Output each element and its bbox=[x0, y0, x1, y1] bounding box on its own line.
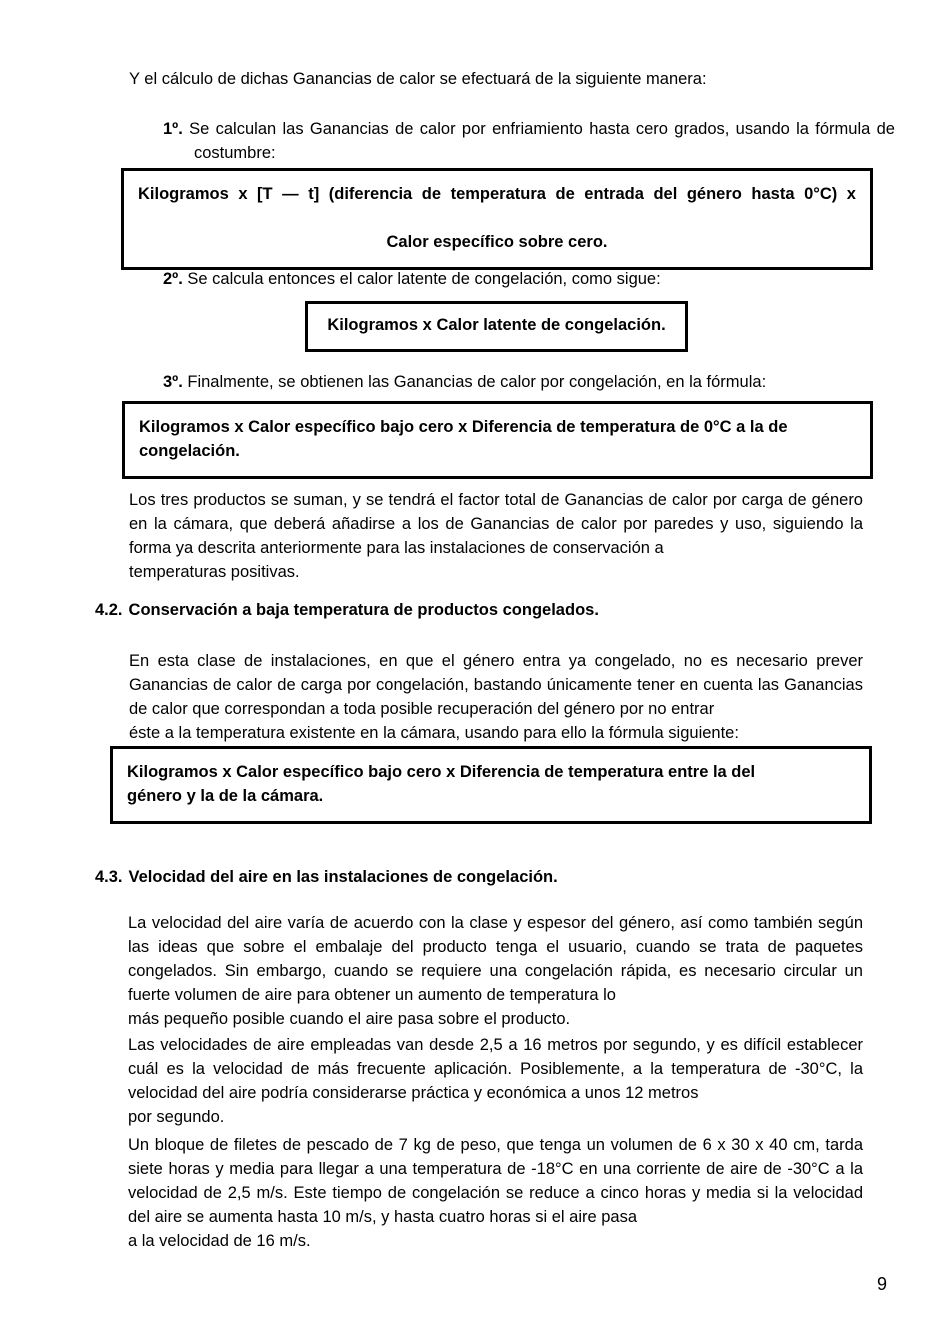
page-number: 9 bbox=[876, 1274, 887, 1294]
step-3-marker: 3º. bbox=[163, 373, 183, 391]
numbered-step-1 bbox=[163, 118, 895, 166]
numbered-step-2 bbox=[163, 268, 895, 292]
step-1-marker: 1º. bbox=[163, 120, 183, 138]
paragraph-velocidad-2-lastline: por segundo. bbox=[128, 1107, 225, 1126]
section-heading-4-3 bbox=[95, 868, 558, 887]
step-2-text: Se calcula entonces el calor latente de congelación, como sigue: bbox=[187, 270, 661, 288]
step-2-marker: 2º. bbox=[163, 270, 183, 288]
paragraph-suma-productos bbox=[129, 489, 863, 585]
formula-box-4-line-2: género y la de la cámara. bbox=[127, 786, 324, 805]
step-1-text: Se calculan las Ganancias de calor por enfriamiento hasta cero grados, usando la fórmula de costumbre: bbox=[189, 120, 895, 162]
formula-box-1-line-1: Kilogramos x [T — t] (diferencia de temperatura de entrada del género hasta 0°C) x bbox=[138, 185, 856, 203]
formula-box-3-content bbox=[125, 404, 870, 476]
paragraph-velocidad-3-body: Un bloque de filetes de pescado de 7 kg de peso, que tenga un volumen de 6 x 30 x 40 cm, tarda siete horas y media para llegar a una temperatura de -18°C en una corriente de aire de -30°C a la velocidad de 2,5 m/s. Este tiempo de congelación se reduce a cinco horas y media si la velocidad del aire se aumenta hasta 10 m/s, y hasta cuatro horas si el aire pasa bbox=[128, 1136, 863, 1226]
formula-box-1 bbox=[121, 168, 873, 270]
paragraph-baja-body: En esta clase de instalaciones, en que el género entra ya congelado, no es necesario prever Ganancias de calor de carga por congelación, bastando únicamente tener en cuenta las Ganancias de calor que correspondan a toda posible recuperación del género por no entrar bbox=[129, 652, 863, 718]
paragraph-velocidad-1-lastline: más pequeño posible cuando el aire pasa sobre el producto. bbox=[128, 1009, 571, 1028]
section-heading-4-3-number: 4.3. bbox=[95, 868, 123, 886]
formula-box-4 bbox=[110, 746, 872, 824]
paragraph-baja-temperatura bbox=[129, 650, 863, 746]
paragraph-velocidad-1 bbox=[128, 912, 863, 1032]
paragraph-velocidad-3 bbox=[128, 1134, 863, 1254]
paragraph-velocidad-1-body: La velocidad del aire varía de acuerdo con la clase y espesor del género, así como también según las ideas que sobre el embalaje del producto tenga el usuario, cuando se trata de paquetes congelados. Sin embargo, cuando se requiere una congelación rápida, es necesario circular un fuerte volumen de aire para obtener un aumento de temperatura lo bbox=[128, 914, 863, 1004]
section-heading-4-2-number: 4.2. bbox=[95, 601, 123, 619]
section-heading-4-2 bbox=[95, 601, 599, 620]
section-heading-4-2-title: Conservación a baja temperatura de productos congelados. bbox=[128, 601, 599, 619]
intro-paragraph: Y el cálculo de dichas Ganancias de calor se efectuará de la siguiente manera: bbox=[129, 70, 707, 88]
paragraph-velocidad-2 bbox=[128, 1034, 863, 1130]
formula-box-4-line-1: Kilogramos x Calor específico bajo cero x Diferencia de temperatura entre la del bbox=[127, 763, 756, 781]
formula-box-2 bbox=[305, 301, 688, 352]
section-heading-4-3-title: Velocidad del aire en las instalaciones de congelación. bbox=[128, 868, 558, 886]
paragraph-velocidad-3-lastline: a la velocidad de 16 m/s. bbox=[128, 1231, 311, 1250]
step-3-text: Finalmente, se obtienen las Ganancias de calor por congelación, en la fórmula: bbox=[187, 373, 767, 391]
paragraph-velocidad-2-body: Las velocidades de aire empleadas van desde 2,5 a 16 metros por segundo, y es difícil establecer cuál es la velocidad de más frecuente aplicación. Posiblemente, a la temperatura de -30°C, la velocidad del aire podría considerarse práctica y económica a unos 12 metros bbox=[128, 1036, 863, 1102]
formula-box-1-content bbox=[124, 171, 870, 267]
formula-box-3-line-2: congelación. bbox=[139, 441, 240, 460]
paragraph-baja-lastline: éste a la temperatura existente en la cámara, usando para ello la fórmula siguiente: bbox=[129, 723, 739, 742]
formula-box-1-line-2: Calor específico sobre cero. bbox=[386, 232, 608, 251]
formula-box-4-content bbox=[113, 749, 869, 821]
paragraph-suma-body: Los tres productos se suman, y se tendrá el factor total de Ganancias de calor por carga de género en la cámara, que deberá añadirse a los de Ganancias de calor por paredes y uso, siguiendo la forma ya descrita anteriormente para las instalaciones de conservación a bbox=[129, 491, 863, 557]
formula-box-3 bbox=[122, 401, 873, 479]
formula-box-2-content: Kilogramos x Calor latente de congelación. bbox=[327, 316, 666, 334]
paragraph-suma-lastline: temperaturas positivas. bbox=[129, 562, 300, 581]
formula-box-3-line-1: Kilogramos x Calor específico bajo cero x Diferencia de temperatura de 0°C a la de bbox=[139, 418, 788, 436]
numbered-step-3 bbox=[163, 371, 895, 395]
